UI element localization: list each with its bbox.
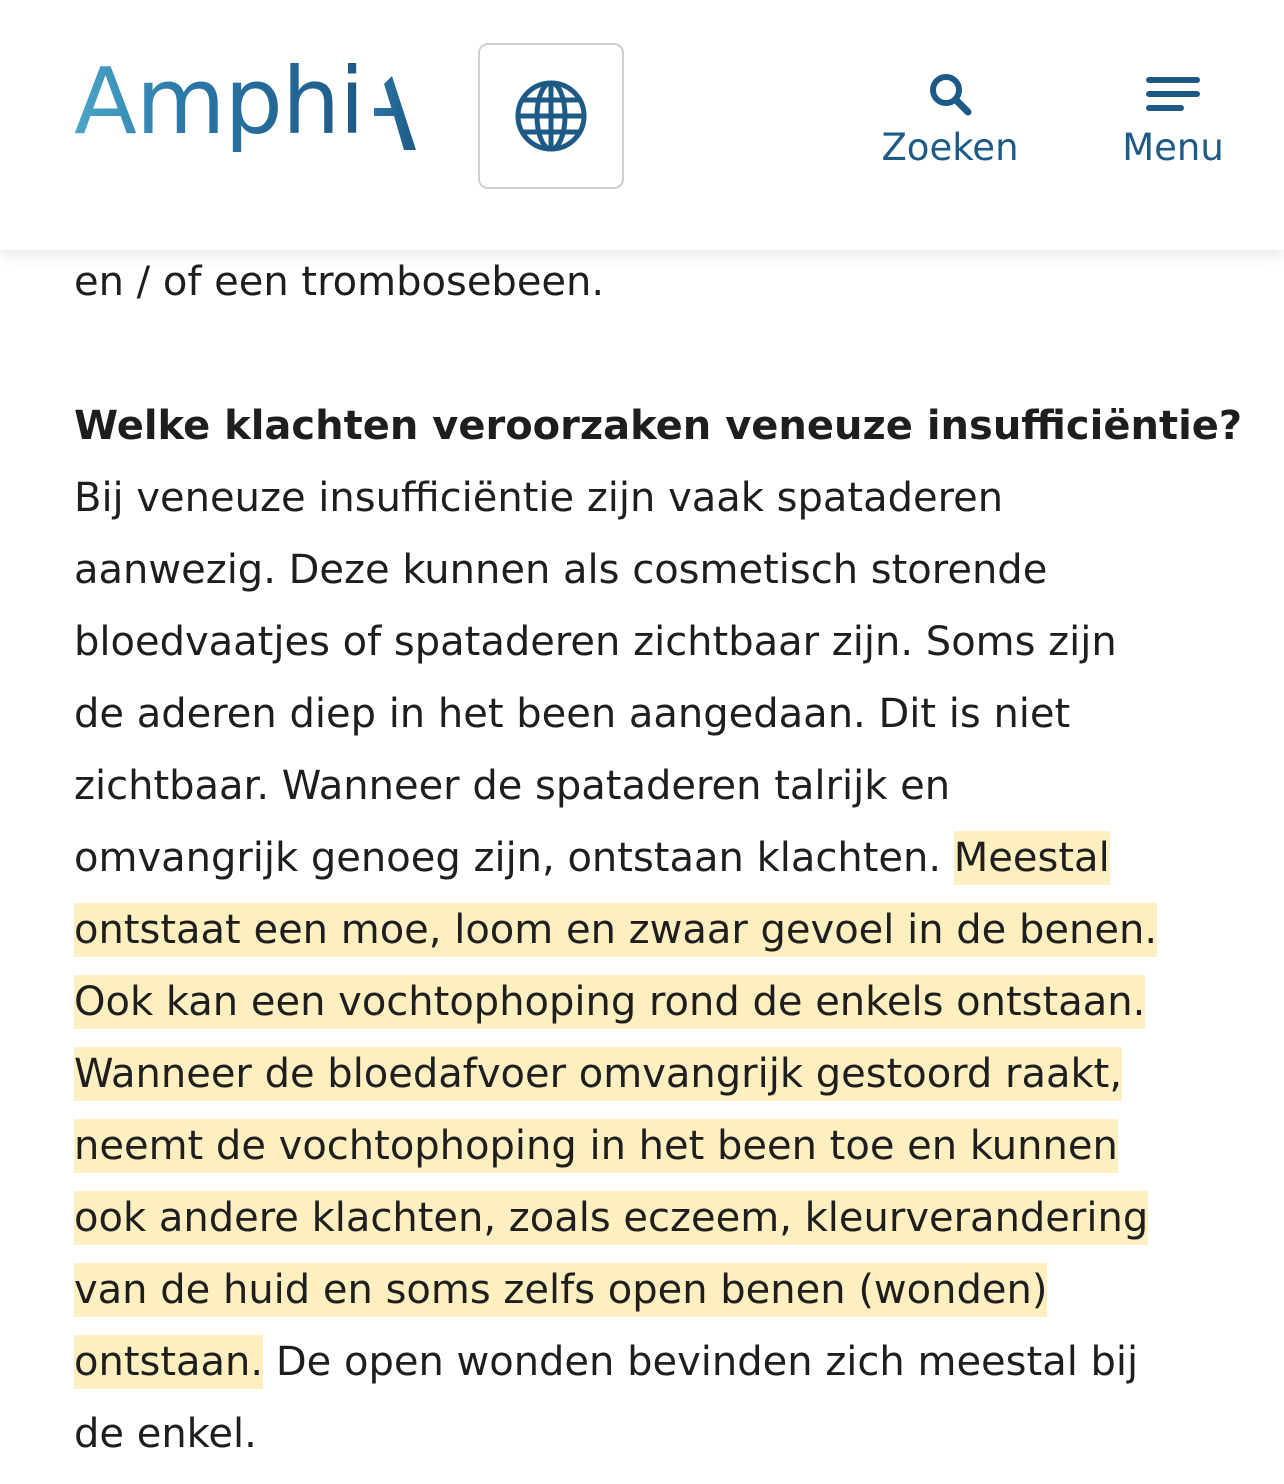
- paragraph-line: [74, 822, 1234, 894]
- section-heading: Welke klachten veroorzaken veneuze insufficiëntie?: [74, 403, 1243, 449]
- amphia-logo[interactable]: [74, 48, 418, 162]
- highlighted-text: Meestal: [954, 831, 1110, 885]
- paragraph-line: [74, 750, 1234, 822]
- highlighted-text: ontstaat een moe, loom en zwaar gevoel in de benen.: [74, 903, 1157, 957]
- line-text: de aderen diep in het been aangedaan. Dit is niet: [74, 691, 1071, 737]
- paragraph-line: [74, 1326, 1234, 1398]
- paragraph-spacer: [74, 318, 1234, 390]
- logo-wordmark: Amphi: [74, 48, 364, 155]
- line-text: aanwezig. Deze kunnen als cosmetisch storende: [74, 547, 1048, 593]
- paragraph-line: [74, 894, 1234, 966]
- line-text: zichtbaar. Wanneer de spataderen talrijk en: [74, 763, 951, 809]
- globe-icon: [513, 78, 589, 154]
- paragraph-line: [74, 606, 1234, 678]
- highlighted-text: ontstaan.: [74, 1335, 263, 1389]
- paragraph-line: [74, 1110, 1234, 1182]
- paragraph-line: [74, 966, 1234, 1038]
- menu-label: Menu: [1122, 126, 1224, 169]
- highlighted-text: ook andere klachten, zoals eczeem, kleurverandering: [74, 1191, 1148, 1245]
- search-icon: [928, 72, 972, 116]
- paragraph-line: [74, 1398, 1234, 1470]
- highlighted-text: Wanneer de bloedafvoer omvangrijk gestoord raakt,: [74, 1047, 1122, 1101]
- paragraph-line: [74, 1254, 1234, 1326]
- line-text: de enkel.: [74, 1411, 257, 1457]
- site-header: [0, 0, 1284, 250]
- section-paragraph: [74, 462, 1234, 1470]
- paragraph-line: [74, 678, 1234, 750]
- article-content: [74, 246, 1243, 1470]
- highlighted-text: Ook kan een vochtophoping rond de enkels ontstaan.: [74, 975, 1145, 1029]
- intro-paragraph-end: en / of een trombosebeen.: [74, 259, 605, 305]
- paragraph-line: [74, 1038, 1234, 1110]
- search-button[interactable]: [878, 72, 1022, 170]
- line-text: omvangrijk genoeg zijn, ontstaan klachten.: [74, 835, 954, 881]
- hamburger-menu-icon: [1145, 72, 1201, 116]
- menu-button[interactable]: [1112, 72, 1234, 170]
- search-label: Zoeken: [881, 126, 1019, 169]
- line-text: Bij veneuze insufficiëntie zijn vaak spataderen: [74, 475, 1004, 521]
- highlighted-text: van de huid en soms zelfs open benen (wonden): [74, 1263, 1047, 1317]
- line-text: bloedvaatjes of spataderen zichtbaar zijn. Soms zijn: [74, 619, 1117, 665]
- line-text: De open wonden bevinden zich meestal bij: [263, 1339, 1139, 1385]
- paragraph-line: [74, 462, 1234, 534]
- logo-a-mark-icon: [370, 74, 418, 152]
- language-button[interactable]: [478, 43, 624, 189]
- paragraph-line: [74, 1182, 1234, 1254]
- paragraph-line: [74, 534, 1234, 606]
- highlighted-text: neemt de vochtophoping in het been toe en kunnen: [74, 1119, 1118, 1173]
